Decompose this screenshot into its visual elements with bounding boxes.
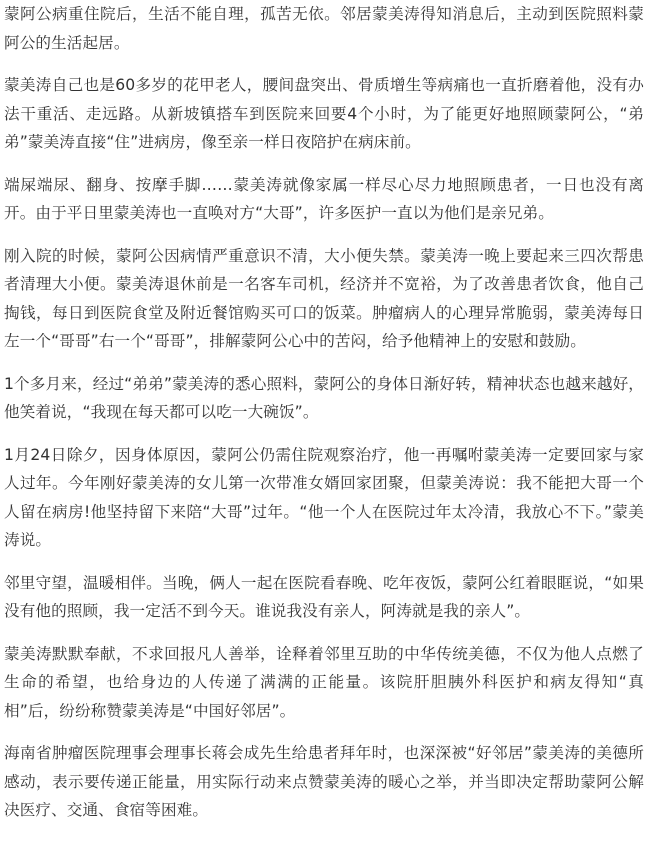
article-paragraph: 邻里守望，温暖相伴。当晚，俩人一起在医院看春晚、吃年夜饭，蒙阿公红着眼眶说，“如果没有他的照顾，我一定活不到今天。谁说我没有亲人，阿涛就是我的亲人”。 (4, 573, 644, 620)
article-paragraph: 蒙阿公病重住院后，生活不能自理，孤苦无依。邻居蒙美涛得知消息后，主动到医院照料蒙阿公的生活起居。 (4, 5, 644, 52)
article-paragraph: 1月24日除夕，因身体原因，蒙阿公仍需住院观察治疗，他一再嘱咐蒙美涛一定要回家与家人过年。今年刚好蒙美涛的女儿第一次带准女婿回家团聚，但蒙美涛说：我不能把大哥一个人留在病房!他坚持留下来陪“大哥”过年。“他一个人在医院过年太冷清，我放心不下。”蒙美涛说。 (4, 445, 644, 549)
article-paragraph: 1个多月来，经过“弟弟”蒙美涛的悉心照料，蒙阿公的身体日渐好转，精神状态也越来越好，他笑着说，“我现在每天都可以吃一大碗饭”。 (4, 374, 644, 421)
article-paragraph: 海南省肿瘤医院理事会理事长蒋会成先生给患者拜年时，也深深被“好邻居”蒙美涛的美德所感动，表示要传递正能量，用实际行动来点赞蒙美涛的暖心之举，并当即决定帮助蒙阿公解决医疗、交通、食宿等困难。 (4, 744, 644, 819)
article-paragraph: 刚入院的时候，蒙阿公因病情严重意识不清，大小便失禁。蒙美涛一晚上要起来三四次帮患者清理大小便。蒙美涛退休前是一名客车司机，经济并不宽裕，为了改善患者饮食，他自己掏钱，每日到医院食堂及附近餐馆购买可口的饭菜。肿瘤病人的心理异常脆弱，蒙美涛每日左一个“哥哥”右一个“哥哥”，排解蒙阿公心中的苦闷，给予他精神上的安慰和鼓励。 (4, 246, 644, 350)
article-paragraph: 蒙美涛自己也是60多岁的花甲老人，腰间盘突出、骨质增生等病痛也一直折磨着他，没有办法干重活、走远路。从新坡镇搭车到医院来回要4个小时，为了能更好地照顾蒙阿公，“弟弟”蒙美涛直接“住”进病房，像至亲一样日夜陪护在病床前。 (4, 76, 645, 151)
article-paragraph: 蒙美涛默默奉献，不求回报凡人善举，诠释着邻里互助的中华传统美德，不仅为他人点燃了生命的希望，也给身边的人传递了满满的正能量。该院肝胆胰外科医护和病友得知“真相”后，纷纷称赞蒙美涛是“中国好邻居”。 (4, 644, 644, 720)
article-paragraph: 端屎端尿、翻身、按摩手脚……蒙美涛就像家属一样尽心尽力地照顾患者，一日也没有离开。由于平日里蒙美涛也一直唤对方“大哥”，许多医护一直以为他们是亲兄弟。 (4, 175, 644, 222)
